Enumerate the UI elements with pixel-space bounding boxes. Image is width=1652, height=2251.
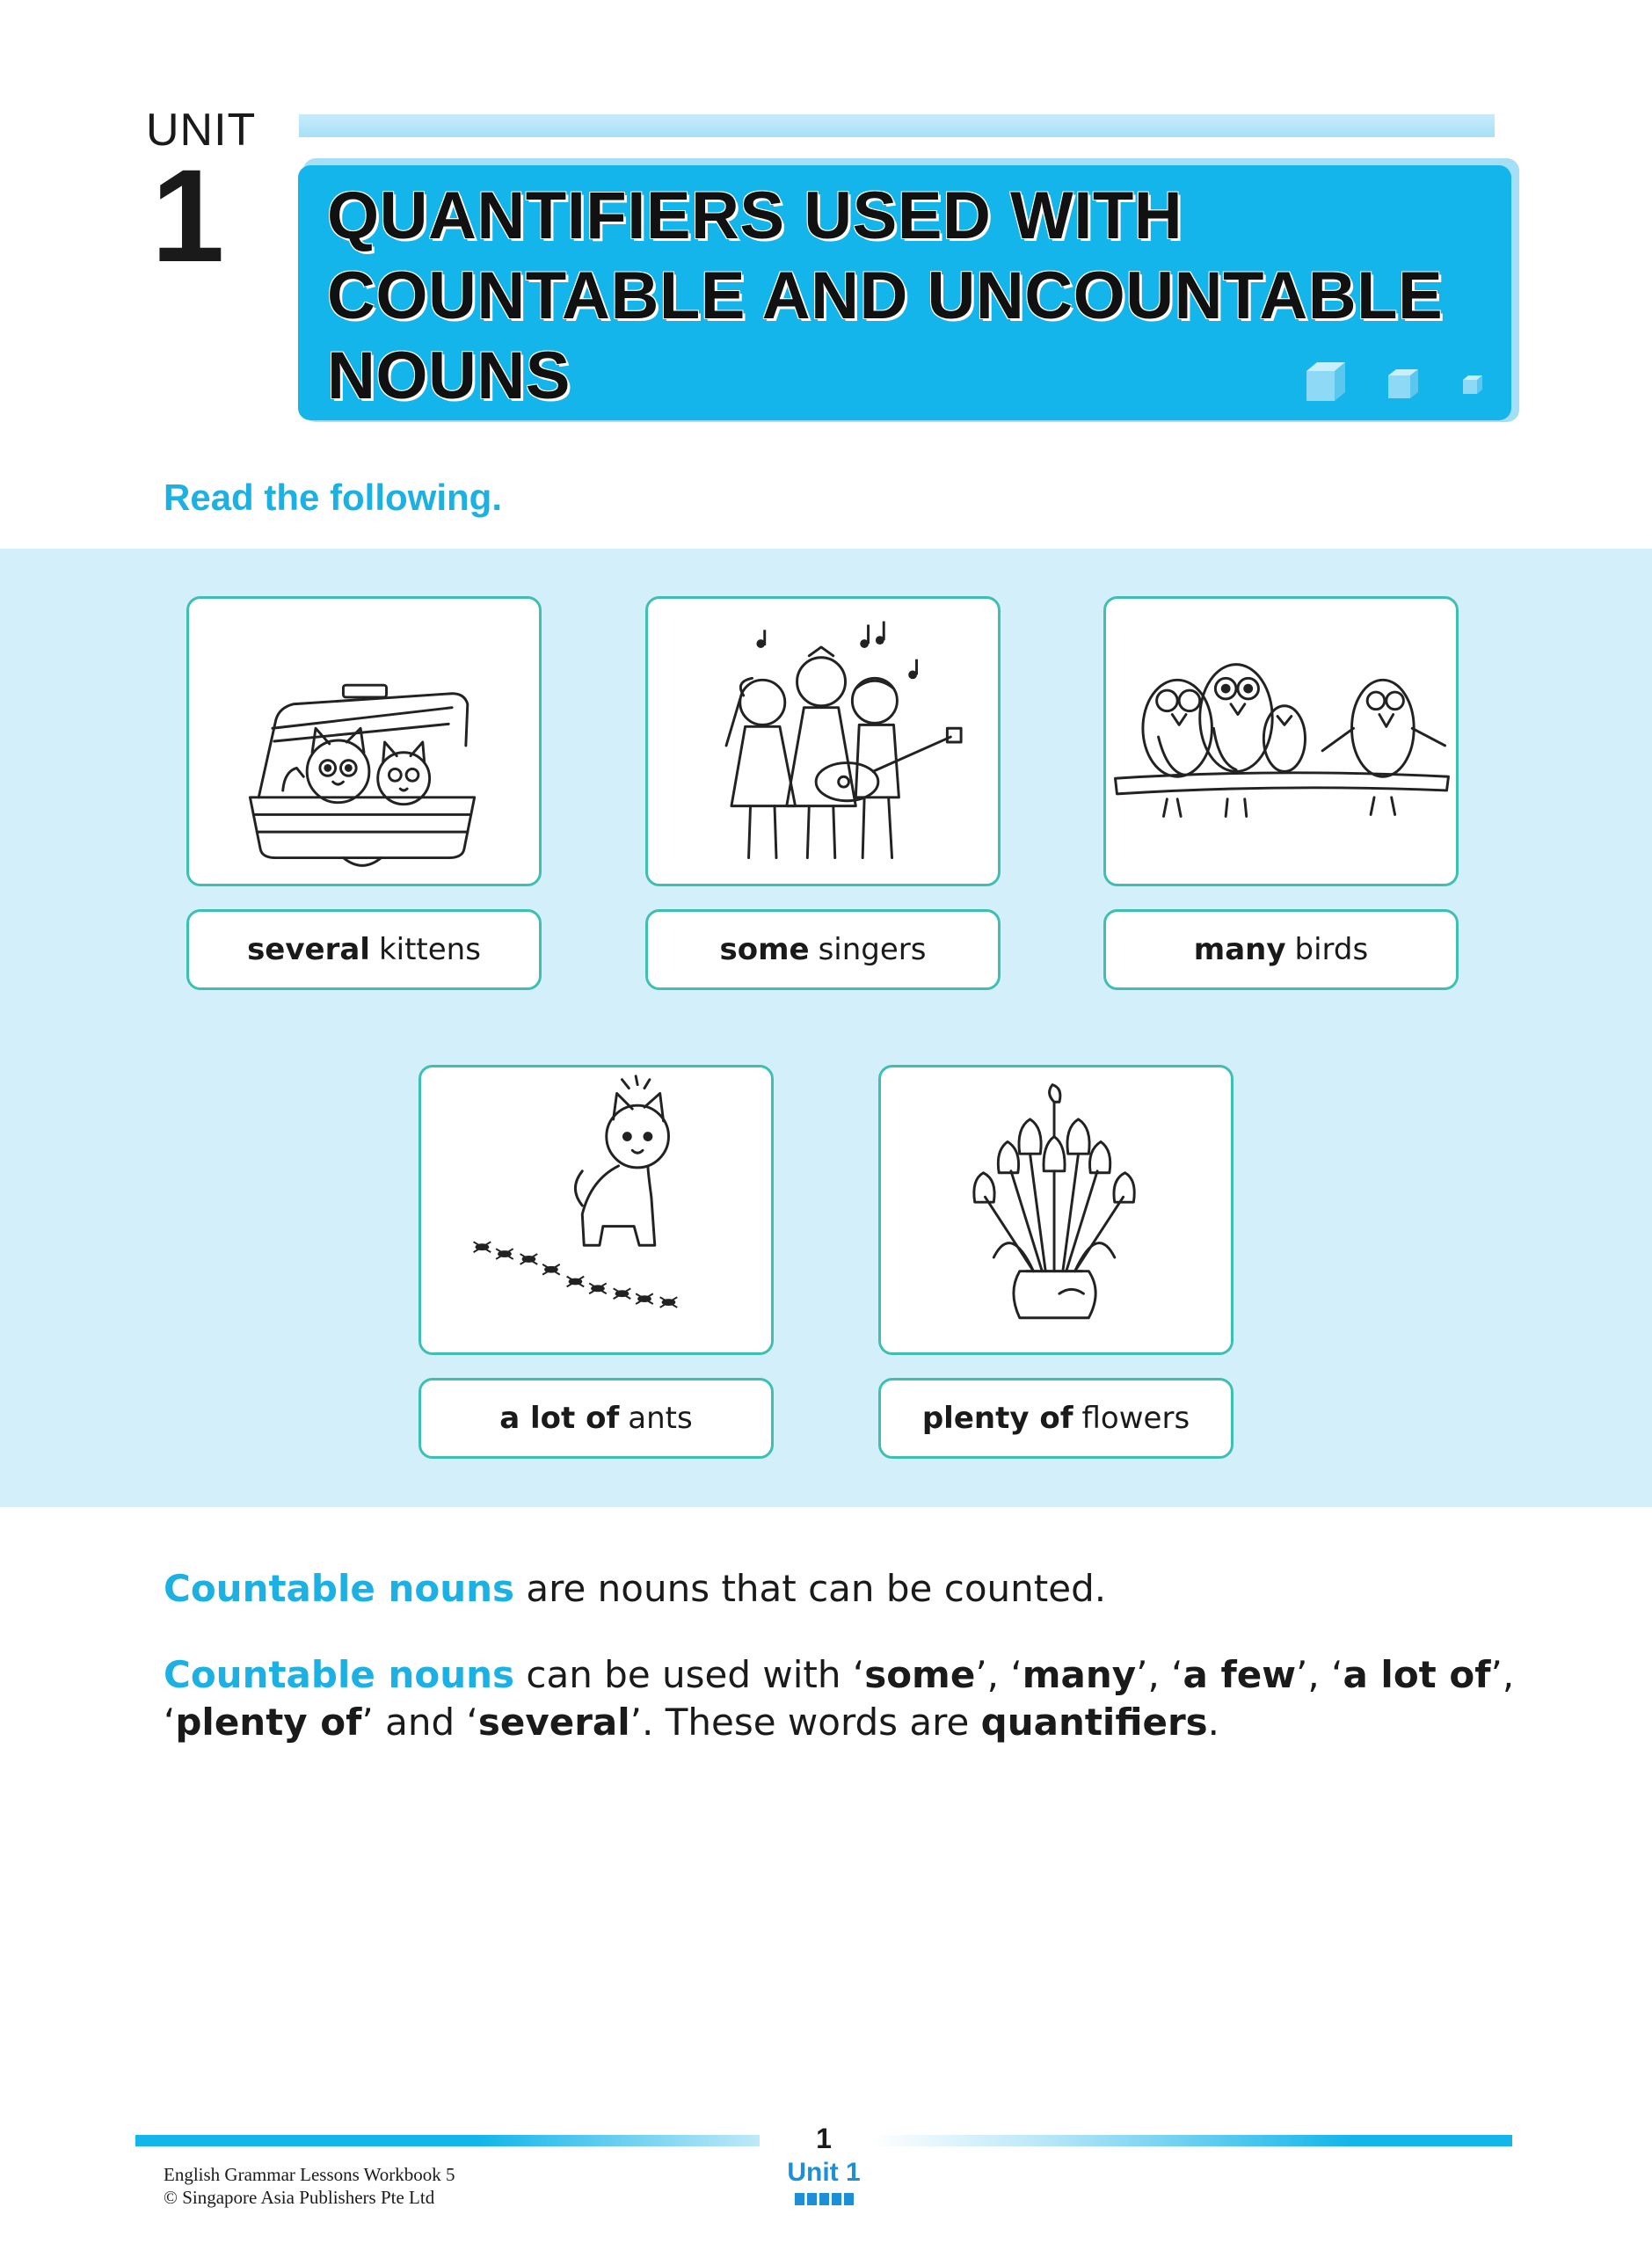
noun-text: birds (1294, 932, 1369, 967)
footer-unit-label: Unit 1 (787, 2158, 861, 2187)
term-quantifiers: quantifiers (980, 1701, 1208, 1744)
picture-card-singers (645, 596, 1001, 886)
picture-card-flowers (878, 1065, 1234, 1355)
paragraph-text: . (1207, 1701, 1220, 1744)
tulips-in-vase-illustration (881, 1067, 1231, 1352)
footer-unit-marker (795, 2193, 854, 2205)
label-card-kittens (186, 909, 542, 990)
quantifier-a-few: a few (1183, 1653, 1297, 1696)
footer-bar-right (870, 2135, 1512, 2146)
page-number: 1 (816, 2123, 832, 2154)
quantifier-many: many (1022, 1653, 1137, 1696)
title-line-2: COUNTABLE AND UNCOUNTABLE (327, 259, 1444, 333)
unit-number: 1 (151, 142, 225, 289)
header-decor-bar (299, 114, 1495, 137)
paragraph-text: ’, ‘ (975, 1653, 1022, 1696)
label-card-ants (418, 1378, 774, 1459)
singers-illustration (648, 599, 998, 884)
paragraph-text: ’ and ‘ (361, 1701, 478, 1744)
explanation-paragraph-1 (164, 1565, 1535, 1613)
paragraph-text: ’, ‘ (1136, 1653, 1183, 1696)
paragraph-text: ’. These words are (630, 1701, 981, 1744)
quantifier-a-lot-of: a lot of (1343, 1653, 1491, 1696)
quantifier-plenty-of: plenty of (175, 1701, 362, 1744)
birds-illustration (1106, 599, 1456, 884)
label-card-flowers (878, 1378, 1234, 1459)
cube-decor-small (1461, 375, 1484, 396)
unit-label: UNIT (146, 105, 257, 156)
kittens-basket-illustration (189, 599, 539, 884)
paragraph-text: are nouns that can be counted. (514, 1567, 1107, 1610)
quantifier-text: several (247, 932, 370, 967)
noun-text: singers (818, 932, 927, 967)
picture-card-kittens (186, 596, 542, 886)
cube-decor-large (1303, 361, 1350, 404)
instruction: Read the following. (164, 477, 502, 518)
footer-bar-left (135, 2135, 760, 2146)
title-line-3: NOUNS (327, 339, 571, 413)
noun-text: flowers (1081, 1401, 1190, 1436)
noun-text: ants (628, 1401, 693, 1436)
term-countable-nouns: Countable nouns (164, 1653, 515, 1696)
label-card-birds (1103, 909, 1459, 990)
explanation-paragraph-2 (164, 1651, 1535, 1746)
picture-card-ants (418, 1065, 774, 1355)
picture-card-birds (1103, 596, 1459, 886)
footer-book-info (164, 2163, 455, 2209)
title-line-1: QUANTIFIERS USED WITH (327, 178, 1183, 253)
quantifier-text: plenty of (921, 1401, 1073, 1436)
quantifier-text: some (719, 932, 810, 967)
quantifier-text: a lot of (499, 1401, 620, 1436)
term-countable-nouns: Countable nouns (164, 1567, 515, 1610)
book-title: English Grammar Lessons Workbook 5 (164, 2164, 455, 2185)
paragraph-text: ’, ‘ (1296, 1653, 1343, 1696)
kitten-with-ants-illustration (421, 1067, 771, 1352)
noun-text: kittens (378, 932, 481, 967)
paragraph-text: can be used with ‘ (514, 1653, 865, 1696)
paragraph-text: ’, ‘ (164, 1653, 1515, 1744)
quantifier-text: many (1193, 932, 1286, 967)
quantifier-several: several (477, 1701, 630, 1744)
quantifier-some: some (864, 1653, 976, 1696)
label-card-singers (645, 909, 1001, 990)
cube-decor-medium (1386, 368, 1421, 401)
copyright: © Singapore Asia Publishers Pte Ltd (164, 2187, 435, 2208)
